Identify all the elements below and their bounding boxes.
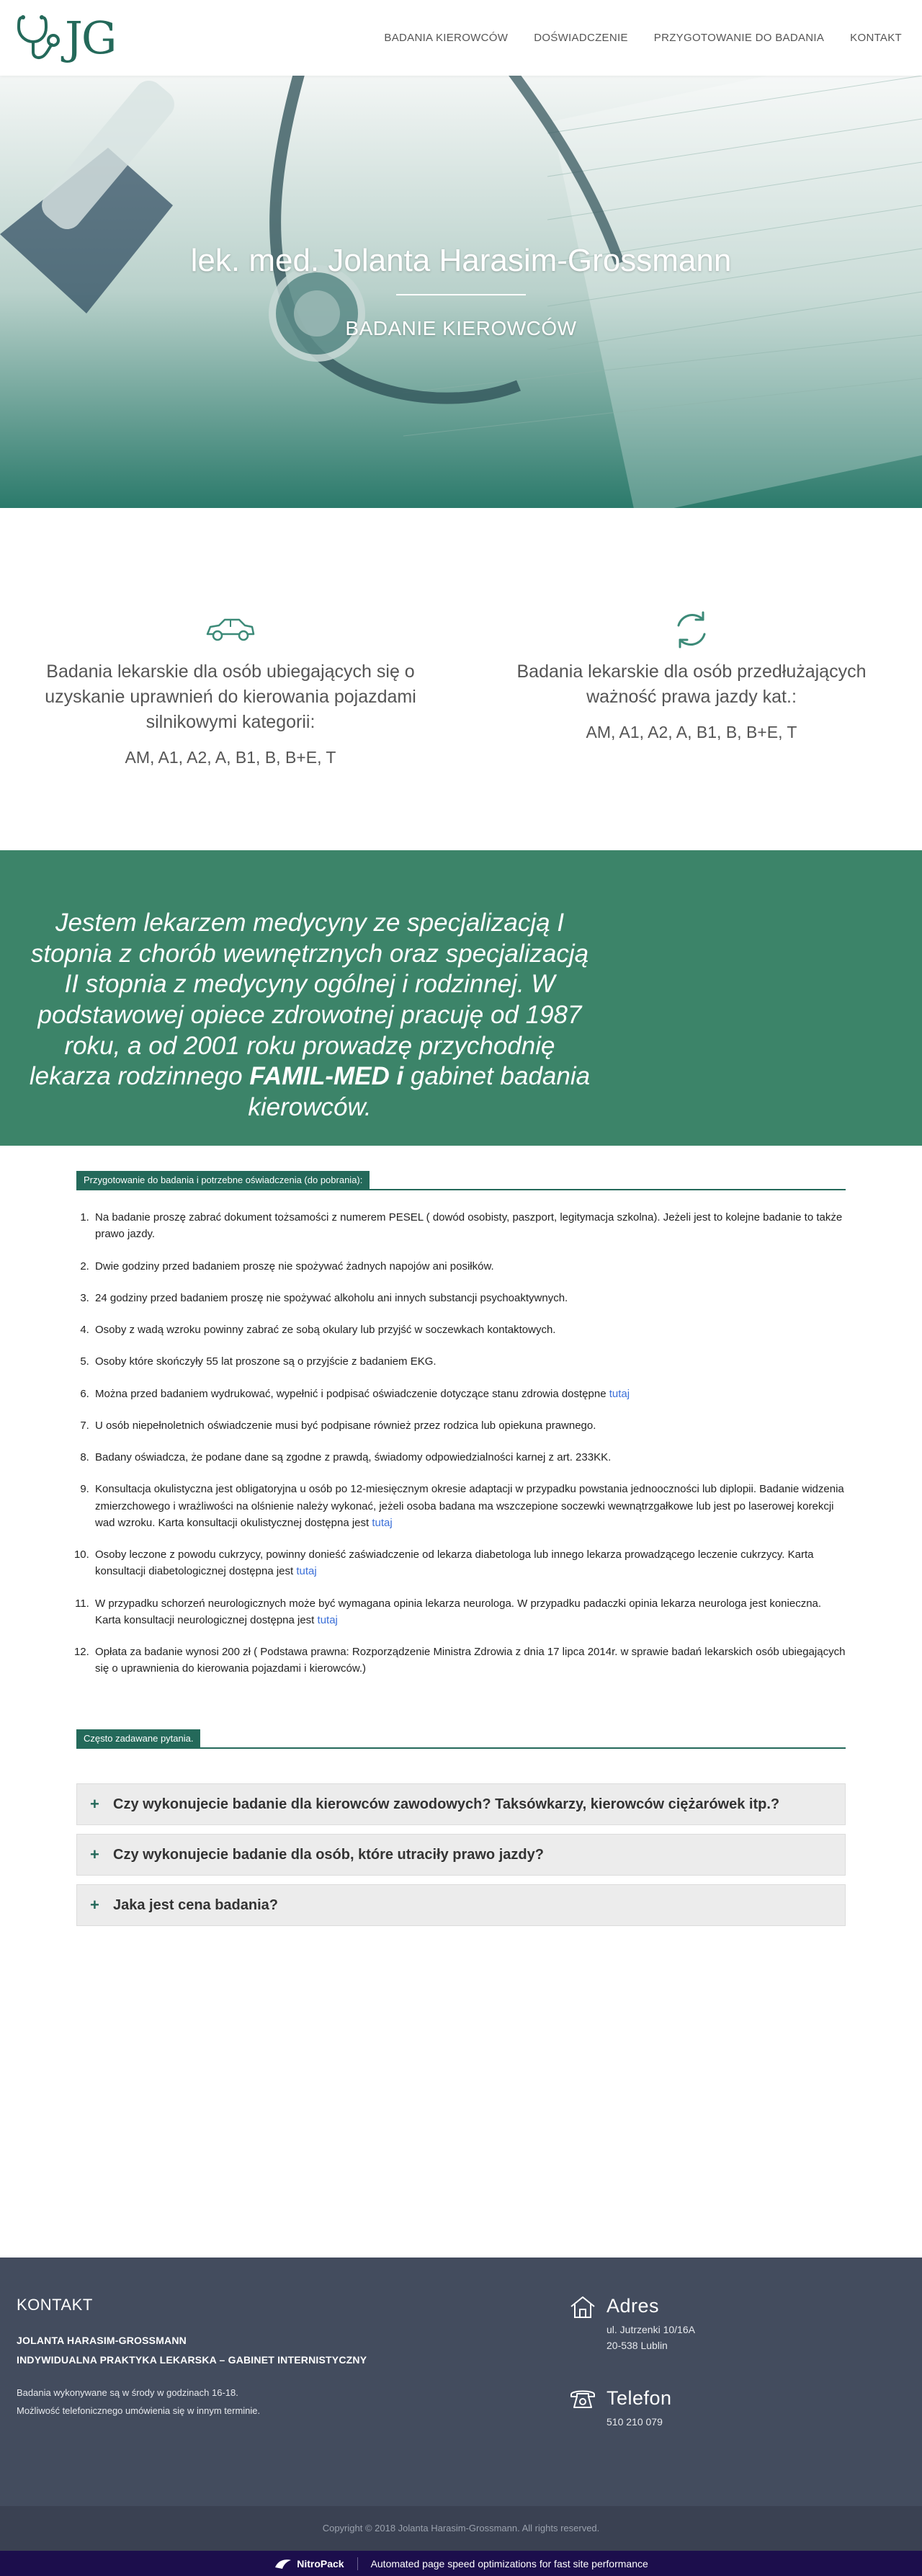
list-item: 4. Osoby z wadą wzroku powinny zabrać ze sobą okulary lub przyjść w soczewkach kontaktowych. [92, 1322, 846, 1338]
footer-practice-name: JOLANTA HARASIM-GROSSMANN INDYWIDUALNA PRAKTYKA LEKARSKA – GABINET INTERNISTYCZNY [17, 2335, 367, 2366]
feature-renew-license [475, 609, 908, 742]
health-declaration-link[interactable]: tutaj [609, 1387, 630, 1400]
copyright-text: Copyright © 2018 Jolanta Harasim-Grossmann. All rights reserved. [322, 2523, 600, 2533]
preparation-section [76, 1171, 846, 1693]
faq-item[interactable] [76, 1834, 846, 1876]
section-header [76, 1729, 846, 1749]
section-title: Często zadawane pytania. [76, 1729, 200, 1747]
stethoscope-background-image [0, 76, 922, 508]
hero-title: lek. med. Jolanta Harasim-Grossmann [190, 243, 732, 278]
nav-kontakt[interactable]: KONTAKT [850, 32, 902, 44]
list-item: 2. Dwie godziny przed badaniem proszę nie spożywać żadnych napojów ani posiłków. [92, 1258, 846, 1275]
copyright-bar [0, 2506, 922, 2551]
hero-banner [0, 76, 922, 508]
faq-item[interactable] [76, 1884, 846, 1926]
ophthalmology-card-link[interactable]: tutaj [372, 1516, 393, 1529]
faq-question: Czy wykonujecie badanie dla kierowców zawodowych? Taksówkarzy, kierowców ciężarówek itp.? [113, 1796, 780, 1812]
footer-hours: Badania wykonywane są w środy w godzinach 16-18. Możliwość telefonicznego umówienia się w innym terminie. [17, 2387, 261, 2417]
hero-divider [396, 294, 526, 295]
footer-address [569, 2295, 695, 2354]
stethoscope-icon [16, 13, 61, 63]
plus-icon: + [90, 1795, 99, 1813]
experience-quote: Jestem lekarzem medycyny ze specjalizacją I stopnia z chorób wewnętrznych oraz specjalizacją II stopnia z medycyny ogólnej i rodzinnej. W podstawowej opiece zdrowotnej pracuję od 1987 roku, a od 2001 roku prowadzę przychodnię lekarza rodzinnego FAMIL-MED i gabinet badania kierowców. [29, 909, 591, 1122]
main-nav [384, 32, 902, 44]
feature-text: Badania lekarskie dla osób ubiegających się o uzyskanie uprawnień do kierowania pojazdami silnikowymi kategorii: [45, 661, 416, 732]
footer-title: KONTAKT [17, 2296, 93, 2314]
faq-question: Czy wykonujecie badanie dla osób, które utraciły prawo jazdy? [113, 1846, 544, 1863]
list-item: 3. 24 godziny przed badaniem proszę nie spożywać alkoholu ani innych substancji psychoaktywnych. [92, 1290, 846, 1306]
address-title: Adres [607, 2295, 660, 2317]
list-item: 5. Osoby które skończyły 55 lat proszone są o przyjście z badaniem EKG. [92, 1353, 846, 1370]
clinic-name: FAMIL-MED i [249, 1062, 404, 1091]
nav-doswiadczenie[interactable]: DOŚWIADCZENIE [534, 32, 628, 44]
nav-przygotowanie[interactable]: PRZYGOTOWANIE DO BADANIA [653, 32, 825, 44]
renew-icon [671, 610, 712, 650]
faq-item[interactable] [76, 1783, 846, 1825]
nitropack-logo-icon [274, 2557, 292, 2570]
features-section [0, 508, 922, 850]
plus-icon: + [90, 1845, 99, 1863]
list-item: 6. Można przed badaniem wydrukować, wypełnić i podpisać oświadczenie dotyczące stanu zdrowia dostępne tutaj [92, 1386, 846, 1402]
faq-section [76, 1729, 846, 1935]
section-header [76, 1171, 846, 1190]
phone-title: Telefon [607, 2387, 672, 2409]
feature-categories: AM, A1, A2, A, B1, B, B+E, T [586, 723, 797, 741]
site-header [0, 0, 922, 76]
feature-new-license [14, 609, 447, 767]
nitropack-bar[interactable] [0, 2551, 922, 2576]
logo-text: JG [65, 12, 116, 64]
home-icon [569, 2295, 596, 2319]
list-item: 7. U osób niepełnoletnich oświadczenie musi być podpisane również przez rodzica lub opiekuna prawnego. [92, 1417, 846, 1434]
list-item: 10. Osoby leczone z powodu cukrzycy, powinny donieść zaświadczenie od lekarza diabetologa lub innego lekarza prowadzącego leczenie cukrzycy. Karta konsultacji diabetologicznej dostępna jest tutaj [92, 1546, 846, 1580]
car-icon [205, 615, 256, 644]
faq-question: Jaka jest cena badania? [113, 1897, 279, 1913]
nav-badania-kierowcow[interactable]: BADANIA KIEROWCÓW [384, 32, 509, 44]
nitropack-tagline: Automated page speed optimizations for fast site performance [370, 2557, 648, 2570]
plus-icon: + [90, 1896, 99, 1914]
preparation-list [76, 1209, 846, 1677]
site-footer [0, 2258, 922, 2506]
address-line-2: 20-538 Lublin [607, 2340, 668, 2352]
footer-phone [569, 2387, 672, 2430]
logo[interactable] [16, 6, 115, 71]
phone-number[interactable]: 510 210 079 [607, 2416, 663, 2428]
neurology-card-link[interactable]: tutaj [317, 1613, 338, 1626]
hero-subtitle: BADANIE KIEROWCÓW [345, 317, 577, 339]
diabetology-card-link[interactable]: tutaj [296, 1565, 317, 1578]
phone-icon [569, 2387, 596, 2410]
feature-categories: AM, A1, A2, A, B1, B, B+E, T [125, 748, 336, 767]
faq-list [76, 1783, 846, 1926]
list-item: 8. Badany oświadcza, że podane dane są zgodne z prawdą, świadomy odpowiedzialności karnej z art. 233KK. [92, 1449, 846, 1466]
list-item: 1. Na badanie proszę zabrać dokument tożsamości z numerem PESEL ( dowód osobisty, paszport, legitymacja szkolna). Jeżeli jest to kolejne badanie to także prawo jazdy. [92, 1209, 846, 1243]
list-item: 12. Opłata za badanie wynosi 200 zł ( Podstawa prawna: Rozporządzenie Ministra Zdrowia z dnia 17 lipca 2014r. w sprawie badań lekarskich osób ubiegających się o uprawnienia do kierowania pojazdami i kierowców.) [92, 1644, 846, 1677]
experience-quote-section [0, 850, 922, 1146]
list-item: 11. W przypadku schorzeń neurologicznych może być wymagana opinia lekarza neurologa. W przypadku padaczki opinia lekarza neurologa jest konieczna. Karta konsultacji neurologicznej dostępna jest tutaj [92, 1595, 846, 1629]
feature-text: Badania lekarskie dla osób przedłużających ważność prawa jazdy kat.: [516, 661, 867, 707]
address-line-1: ul. Jutrzenki 10/16A [607, 2324, 695, 2335]
list-item: 9. Konsultacja okulistyczna jest obligatoryjna u osób po 12-miesięcznym okresie adaptacji w przypadku powstania jednooczności lub diplopii. Badanie widzenia zmierzchowego i wrażliwości na olśnienie należy wykonać, jeżeli osoba badana ma wszczepione soczewki wewnątrzgałkowe lub jest po laserowej korekcji wad wzroku. Karta konsultacji okulistycznej dostępna jest tutaj [92, 1481, 846, 1531]
section-title: Przygotowanie do badania i potrzebne oświadczenia (do pobrania): [76, 1171, 370, 1189]
nitropack-brand: NitroPack [274, 2557, 357, 2570]
